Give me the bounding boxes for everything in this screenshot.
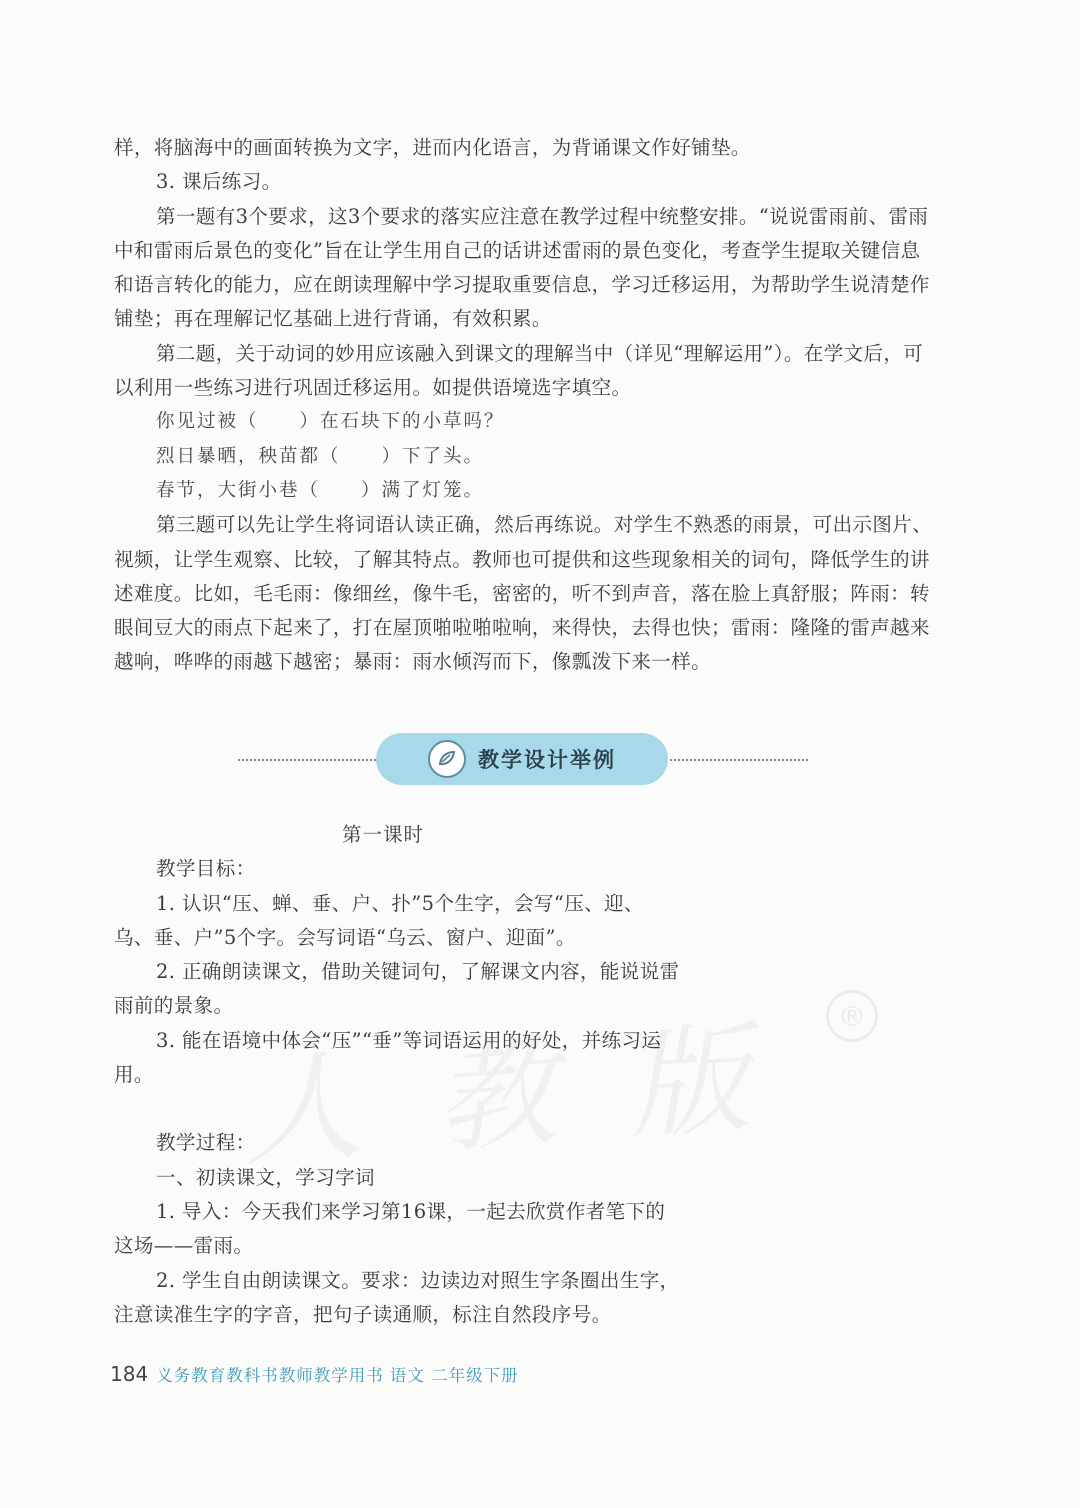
banner-pill <box>376 733 668 785</box>
paragraph-question-3: 第三题可以先让学生将词语认读正确，然后再练说。对学生不熟悉的雨景，可出示图片、视频，让学生观察、比较，了解其特点。教师也可提供和这些现象相关的词句，降低学生的讲述难度。比如，毛毛雨：像细丝，像牛毛，密密的，听不到声音，落在脸上真舒服；阵雨：转眼间豆大的雨点下起来了，打在屋顶啪啦啪啦响，来得快，去得也快；雷雨：隆隆的雷声越来越响，哗哗的雨越下越密；暴雨：雨水倾泻而下，像瓢泼下来一样。 <box>114 513 933 674</box>
divider-left <box>238 759 376 761</box>
exercise-sentence-1: 你见过被（ ）在石块下的小草吗？ <box>156 411 505 433</box>
book-title: 义务教育教科书教师教学用书 语文 二年级下册 <box>156 1366 519 1385</box>
goal-item: 3. 能在语境中体会“压”“垂”等词语运用的好处，并练习运用。 <box>114 1028 662 1087</box>
paragraph-question-2: 第二题，关于动词的妙用应该融入到课文的理解当中（详见“理解运用”）。在学文后，可以利用一些练习进行巩固迁移运用。如提供语境选字填空。 <box>114 341 924 400</box>
page-number: 184 <box>110 1362 149 1386</box>
process-step: 2. 学生自由朗读课文。要求：边读边对照生字条圈出生字，注意读准生字的字音，把句子读通顺，标注自然段序号。 <box>114 1268 680 1326</box>
paragraph-question-1: 第一题有3个要求，这3个要求的落实应注意在教学过程中统整安排。“说说雷雨前、雷雨中和雷雨后景色的变化”旨在让学生用自己的话讲述雷雨的景色变化，考查学生提取关键信息和语言转化的能力，应在朗读理解中学习提取重要信息，学习迁移运用，为帮助学生说清楚作铺垫；再在理解记忆基础上进行背诵，有效积累。 <box>114 204 930 331</box>
process-step: 1. 导入：今天我们来学习第16课，一起去欣赏作者笔下的这场——雷雨。 <box>114 1199 666 1258</box>
process-heading: 教学过程： <box>156 1131 256 1155</box>
process-part-title: 一、初读课文，学习字词 <box>156 1165 375 1189</box>
teaching-design <box>114 818 682 1332</box>
goal-item: 2. 正确朗读课文，借助关键词句，了解课文内容，能说说雷雨前的景象。 <box>114 960 680 1018</box>
divider-right <box>670 759 808 761</box>
registered-mark-icon: ® <box>826 990 878 1042</box>
leaf-circle-icon <box>428 740 466 778</box>
section-banner <box>238 733 808 787</box>
lesson-title: 第一课时 <box>341 823 424 846</box>
exercise-sentence-2: 烈日暴晒，秧苗都（ ）下了头。 <box>156 445 485 467</box>
page-footer <box>110 1362 519 1386</box>
goals-heading: 教学目标： <box>156 857 256 881</box>
paragraph-continued: 样，将脑海中的画面转换为文字，进而内化语言，为背诵课文作好铺垫。 <box>114 136 751 159</box>
banner-title: 教学设计举例 <box>478 748 616 772</box>
exercise-heading: 3. 课后练习。 <box>156 170 282 194</box>
section-commentary <box>114 131 938 680</box>
goal-item: 1. 认识“压、蝉、垂、户、扑”5个生字，会写“压、迎、乌、垂、户”5个字。会写词语“乌云、窗户、迎面”。 <box>114 891 644 949</box>
exercise-sentence-3: 春节，大街小巷（ ）满了灯笼。 <box>156 479 485 501</box>
